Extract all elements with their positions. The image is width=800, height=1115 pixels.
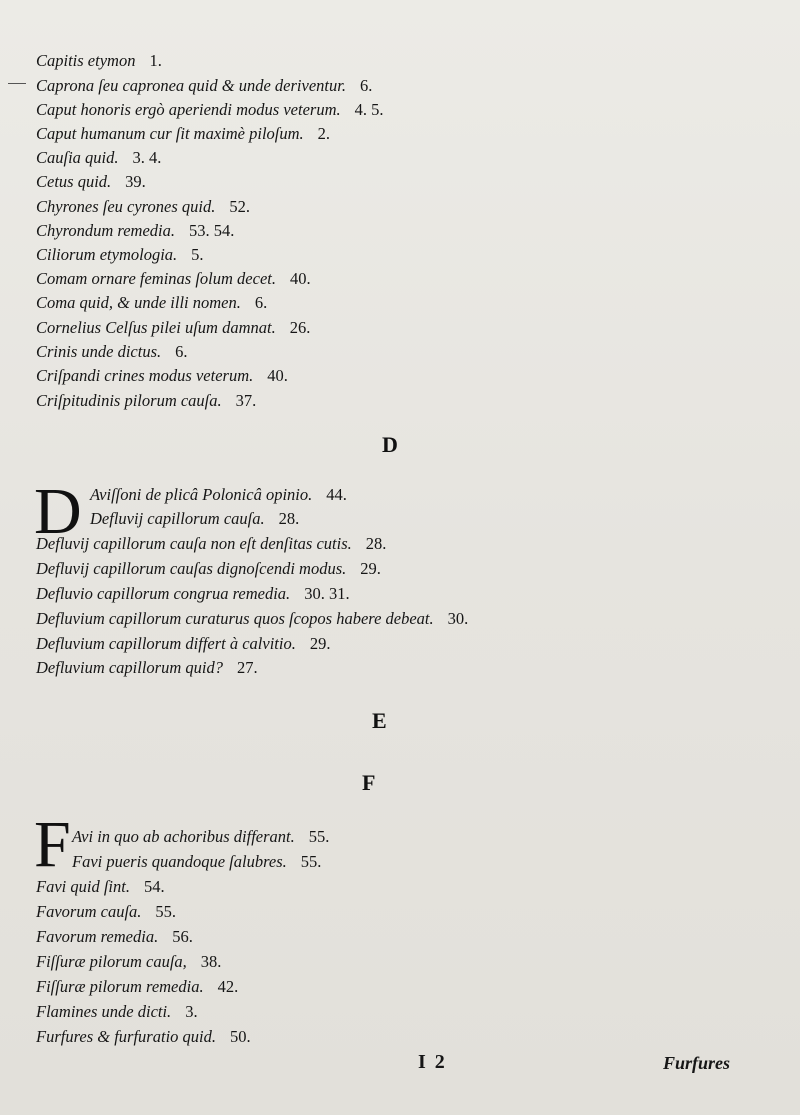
catchword: Furfures xyxy=(663,1053,731,1073)
dropcap-f: F xyxy=(34,808,71,881)
index-entry: Cetus quid. 39. xyxy=(36,172,146,191)
index-entry: Furfures & furfuratio quid. 50. xyxy=(36,1027,251,1046)
index-entry: Favi quid ſint. 54. xyxy=(36,877,165,896)
index-entry: Ciliorum etymologia. 5. xyxy=(36,245,204,264)
index-entry: Avi in quo ab achoribus differant. 55. xyxy=(72,827,330,846)
section-heading-f: F xyxy=(362,770,376,795)
index-entry: Defluvij capillorum cauſa. 28. xyxy=(90,509,300,528)
section-heading-d: D xyxy=(382,432,398,457)
index-entry: Favi pueris quandoque ſalubres. 55. xyxy=(72,852,322,871)
index-entry: Coma quid, & unde illi nomen. 6. xyxy=(36,293,268,312)
index-entry: Cauſia quid. 3. 4. xyxy=(36,148,162,167)
index-entry: Defluvium capillorum differt à calvitio. 29. xyxy=(36,634,331,653)
index-entry: Caput honoris ergò aperiendi modus veterum. 4. 5. xyxy=(36,100,384,119)
margin-mark xyxy=(8,83,26,84)
index-entry: Favorum remedia. 56. xyxy=(36,927,193,946)
bleed-through-texture xyxy=(410,30,780,1030)
index-entry: Chyrones ſeu cyrones quid. 52. xyxy=(36,197,250,216)
index-entry: Fiſſuræ pilorum cauſa, 38. xyxy=(36,952,222,971)
index-entry: Crinis unde dictus. 6. xyxy=(36,342,188,361)
index-entry: Fiſſuræ pilorum remedia. 42. xyxy=(36,977,239,996)
index-entry: Defluvio capillorum congrua remedia. 30. 31. xyxy=(36,584,350,603)
dropcap-d: D xyxy=(34,475,82,548)
index-entry: Aviſſoni de plicâ Polonicâ opinio. 44. xyxy=(90,485,347,504)
index-entry: Favorum cauſa. 55. xyxy=(36,902,177,921)
index-entry: Chyrondum remedia. 53. 54. xyxy=(36,221,235,240)
index-entry: Defluvium capillorum quid? 27. xyxy=(36,658,258,677)
index-entry: Cornelius Celſus pilei uſum damnat. 26. xyxy=(36,318,311,337)
index-entry: Defluvij capillorum cauſa non eſt denſitas cutis. 28. xyxy=(36,534,387,553)
index-entry: Comam ornare feminas ſolum decet. 40. xyxy=(36,269,311,288)
index-entry: Caput humanum cur ſit maximè piloſum. 2. xyxy=(36,124,331,143)
index-entry: Criſpitudinis pilorum cauſa. 37. xyxy=(36,391,257,410)
index-entry: Criſpandi crines modus veterum. 40. xyxy=(36,366,288,385)
index-entry: Flamines unde dicti. 3. xyxy=(36,1002,198,1021)
index-entry: Caprona ſeu capronea quid & unde deriventur. 6. xyxy=(36,76,373,95)
index-entry: Defluvium capillorum curaturus quos ſcopos habere debeat. 30. xyxy=(36,609,469,628)
section-heading-e: E xyxy=(372,708,387,733)
index-entry: Capitis etymon 1. xyxy=(36,51,162,70)
page-number: I 2 xyxy=(418,1051,447,1073)
index-entry: Defluvij capillorum cauſas dignoſcendi modus. 29. xyxy=(36,559,381,578)
